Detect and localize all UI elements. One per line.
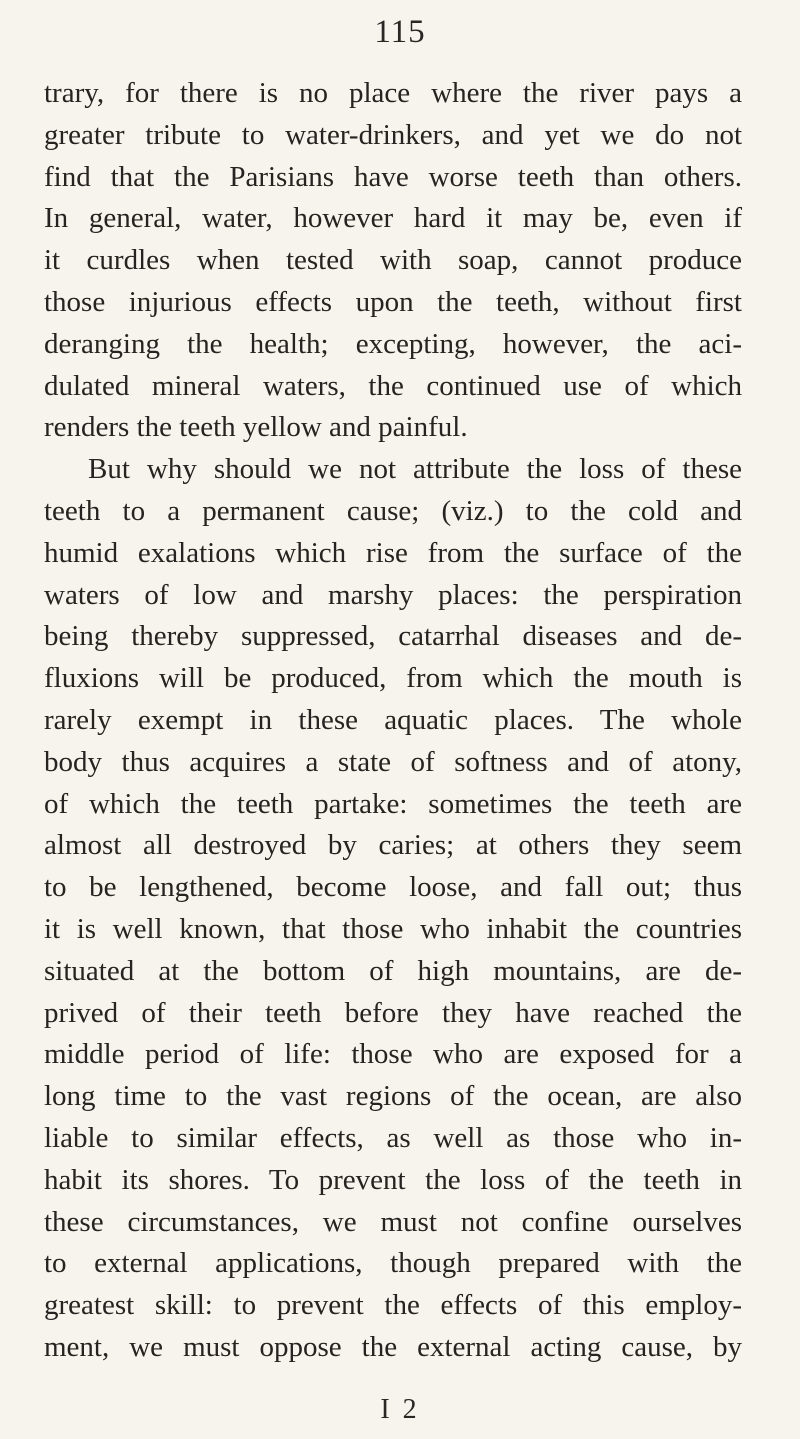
text-line: deranging the health; excepting, however, the aci- [44, 327, 742, 360]
text-line: dulated mineral waters, the continued use of which [44, 369, 742, 402]
text-line: middle period of life: those who are exposed for a [44, 1038, 742, 1071]
text-line: greater tribute to water-drinkers, and yet we do not [44, 118, 742, 151]
text-line: humid exalations which rise from the surface of the [44, 536, 742, 569]
text-line: In general, water, however hard it may be, even if [44, 202, 742, 235]
text-line: rarely exempt in these aquatic places. The whole [44, 703, 742, 736]
text-line: these circumstances, we must not confine ourselves [44, 1205, 742, 1238]
text-line: those injurious effects upon the teeth, without first [44, 285, 742, 318]
text-line: long time to the vast regions of the ocean, are also [44, 1080, 742, 1113]
text-line: renders the teeth yellow and painful. [44, 411, 468, 444]
page-number: 115 [374, 14, 426, 50]
text-line: fluxions will be produced, from which the mouth is [44, 662, 742, 695]
text-line: find that the Parisians have worse teeth than others. [44, 160, 742, 193]
body-text [44, 73, 742, 1369]
text-line: situated at the bottom of high mountains, are de- [44, 954, 742, 987]
text-line: to external applications, though prepared with the [44, 1247, 742, 1280]
text-line: it curdles when tested with soap, cannot produce [44, 244, 742, 277]
text-line: waters of low and marshy places: the perspiration [44, 578, 742, 611]
text-line: of which the teeth partake: sometimes the teeth are [44, 787, 742, 820]
text-line: being thereby suppressed, catarrhal diseases and de- [44, 620, 742, 653]
text-line: But why should we not attribute the loss of these [88, 453, 742, 486]
signature-mark: I 2 [380, 1394, 420, 1425]
text-line: ment, we must oppose the external acting cause, by [44, 1330, 742, 1363]
text-line: prived of their teeth before they have reached the [44, 996, 742, 1029]
text-line: teeth to a permanent cause; (viz.) to the cold and [44, 494, 742, 527]
text-line: to be lengthened, become loose, and fall out; thus [44, 871, 742, 904]
text-line: greatest skill: to prevent the effects of this employ- [44, 1289, 742, 1322]
text-line: liable to similar effects, as well as those who in- [44, 1121, 742, 1154]
text-line: trary, for there is no place where the river pays a [44, 77, 742, 109]
text-line: body thus acquires a state of softness and of atony, [44, 745, 742, 778]
text-line: habit its shores. To prevent the loss of the teeth in [44, 1163, 742, 1196]
text-line: almost all destroyed by caries; at others they seem [44, 829, 742, 862]
text-line: it is well known, that those who inhabit the countries [44, 912, 742, 945]
